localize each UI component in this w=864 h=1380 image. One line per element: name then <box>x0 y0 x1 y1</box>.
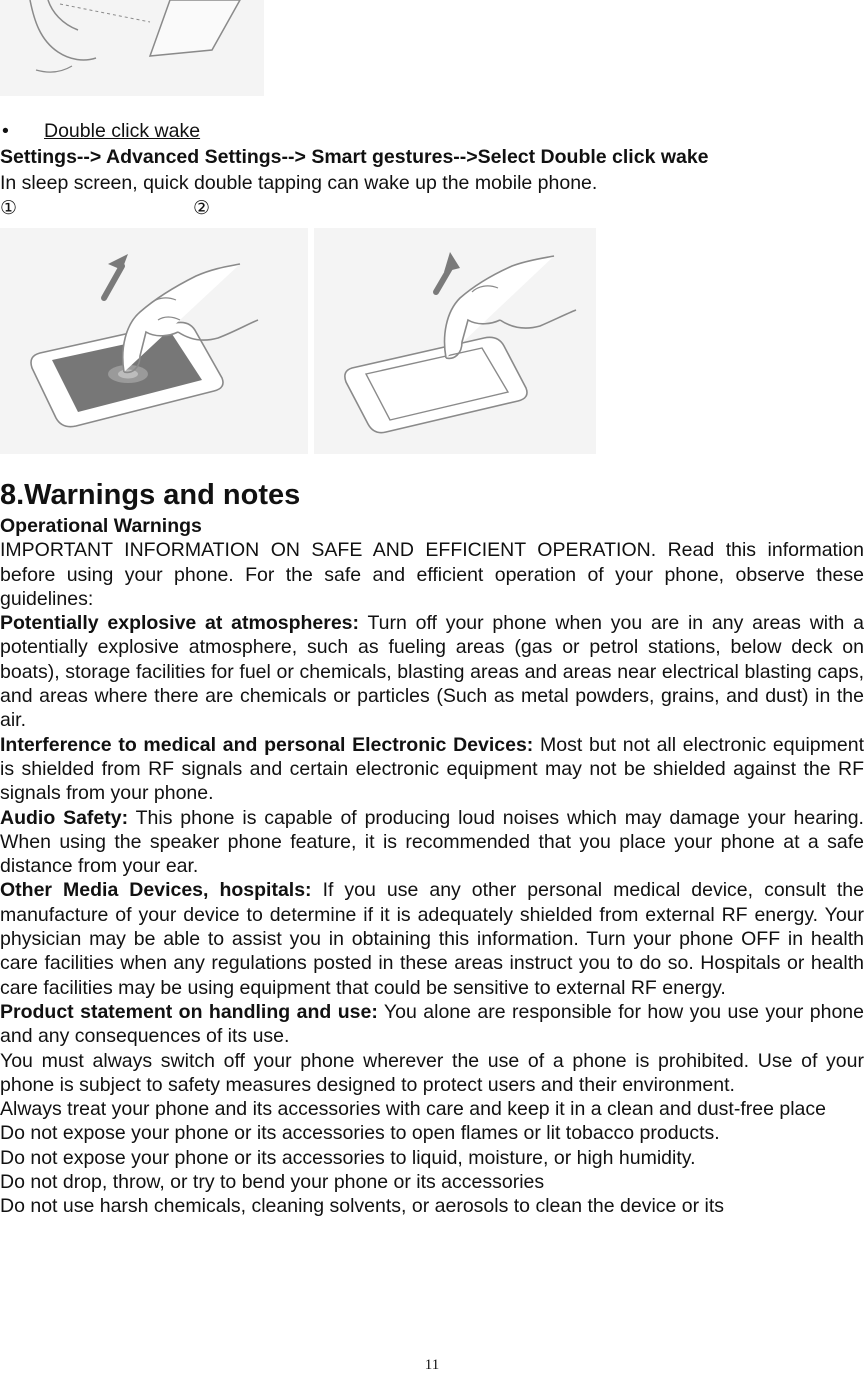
paragraph-treat-with-care: Always treat your phone and its accessories with care and keep it in a clean and dust-free place <box>0 1098 826 1121</box>
tap-down-illustration <box>0 228 308 454</box>
paragraph-medical-interference: Interference to medical and personal Electronic Devices: Most but not all electronic equipment is shielded from RF signals and certain electronic equipment may not be shielded against the RF signals from your phone. <box>0 733 864 805</box>
page-number: 11 <box>424 1357 440 1373</box>
tap-up-illustration <box>314 228 596 454</box>
paragraph-open-flames: Do not expose your phone or its accessories to open flames or lit tobacco products. <box>0 1122 720 1145</box>
warnings-body <box>0 514 864 1219</box>
paragraph-harsh-chemicals: Do not use harsh chemicals, cleaning solvents, or aerosols to clean the device or its <box>0 1195 725 1218</box>
paragraph-media-hospitals: Other Media Devices, hospitals: If you use any other personal medical device, consult the manufacture of your device to determine if it is adequately shielded from external RF energy. Your physician may be able to assist you in obtaining this information. Turn your phone OFF in health care facilities when any regulations posted in these areas instruct you to do so. Hospitals or health care facilities may be using equipment that could be sensitive to external RF energy. <box>0 879 864 999</box>
double-click-wake-label: Double click wake <box>44 120 201 142</box>
paragraph-liquid-moisture: Do not expose your phone or its accessories to liquid, moisture, or high humidity. <box>0 1146 696 1169</box>
paragraph-product-statement: Product statement on handling and use: You alone are responsible for how you use your phone and any consequences of its use. <box>0 1000 864 1048</box>
paragraph-switch-off: You must always switch off your phone wherever the use of a phone is prohibited. Use of your phone is subject to safety measures designed to protect users and their environment. <box>0 1049 864 1096</box>
paragraph-drop-throw: Do not drop, throw, or try to bend your phone or its accessories <box>0 1171 545 1194</box>
paragraph-explosive-atmospheres: Potentially explosive at atmospheres: Turn off your phone when you are in any areas with a potentially explosive atmosphere, such as fueling areas (gas or petrol stations, below deck on boats), storage facilities for fuel or chemicals, blasting areas and areas near electrical blasting caps, and areas where there are chemicals or particles (Such as metal powders, grains, and dust) in the air. <box>0 612 864 732</box>
feature-description: In sleep screen, quick double tapping can wake up the mobile phone. <box>0 172 598 194</box>
section-subtitle: Operational Warnings <box>0 515 202 537</box>
double-click-wake-item <box>2 120 200 143</box>
swipe-gesture-illustration <box>0 0 264 96</box>
bullet-marker: • <box>2 120 9 142</box>
settings-path: Settings--> Advanced Settings--> Smart gestures-->Select Double click wake <box>0 146 709 168</box>
step-marker-1: ① <box>0 198 18 219</box>
paragraph-important: IMPORTANT INFORMATION ON SAFE AND EFFICIENT OPERATION. Read this information before using your phone. For the safe and efficient operation of your phone, observe these guidelines: <box>0 539 864 610</box>
step-marker-2: ② <box>193 198 211 219</box>
section-title: 8.Warnings and notes <box>0 479 301 511</box>
paragraph-audio-safety: Audio Safety: This phone is capable of producing loud noises which may damage your hearing. When using the speaker phone feature, it is recommended that you place your phone at a safe distance from your ear. <box>0 806 864 878</box>
